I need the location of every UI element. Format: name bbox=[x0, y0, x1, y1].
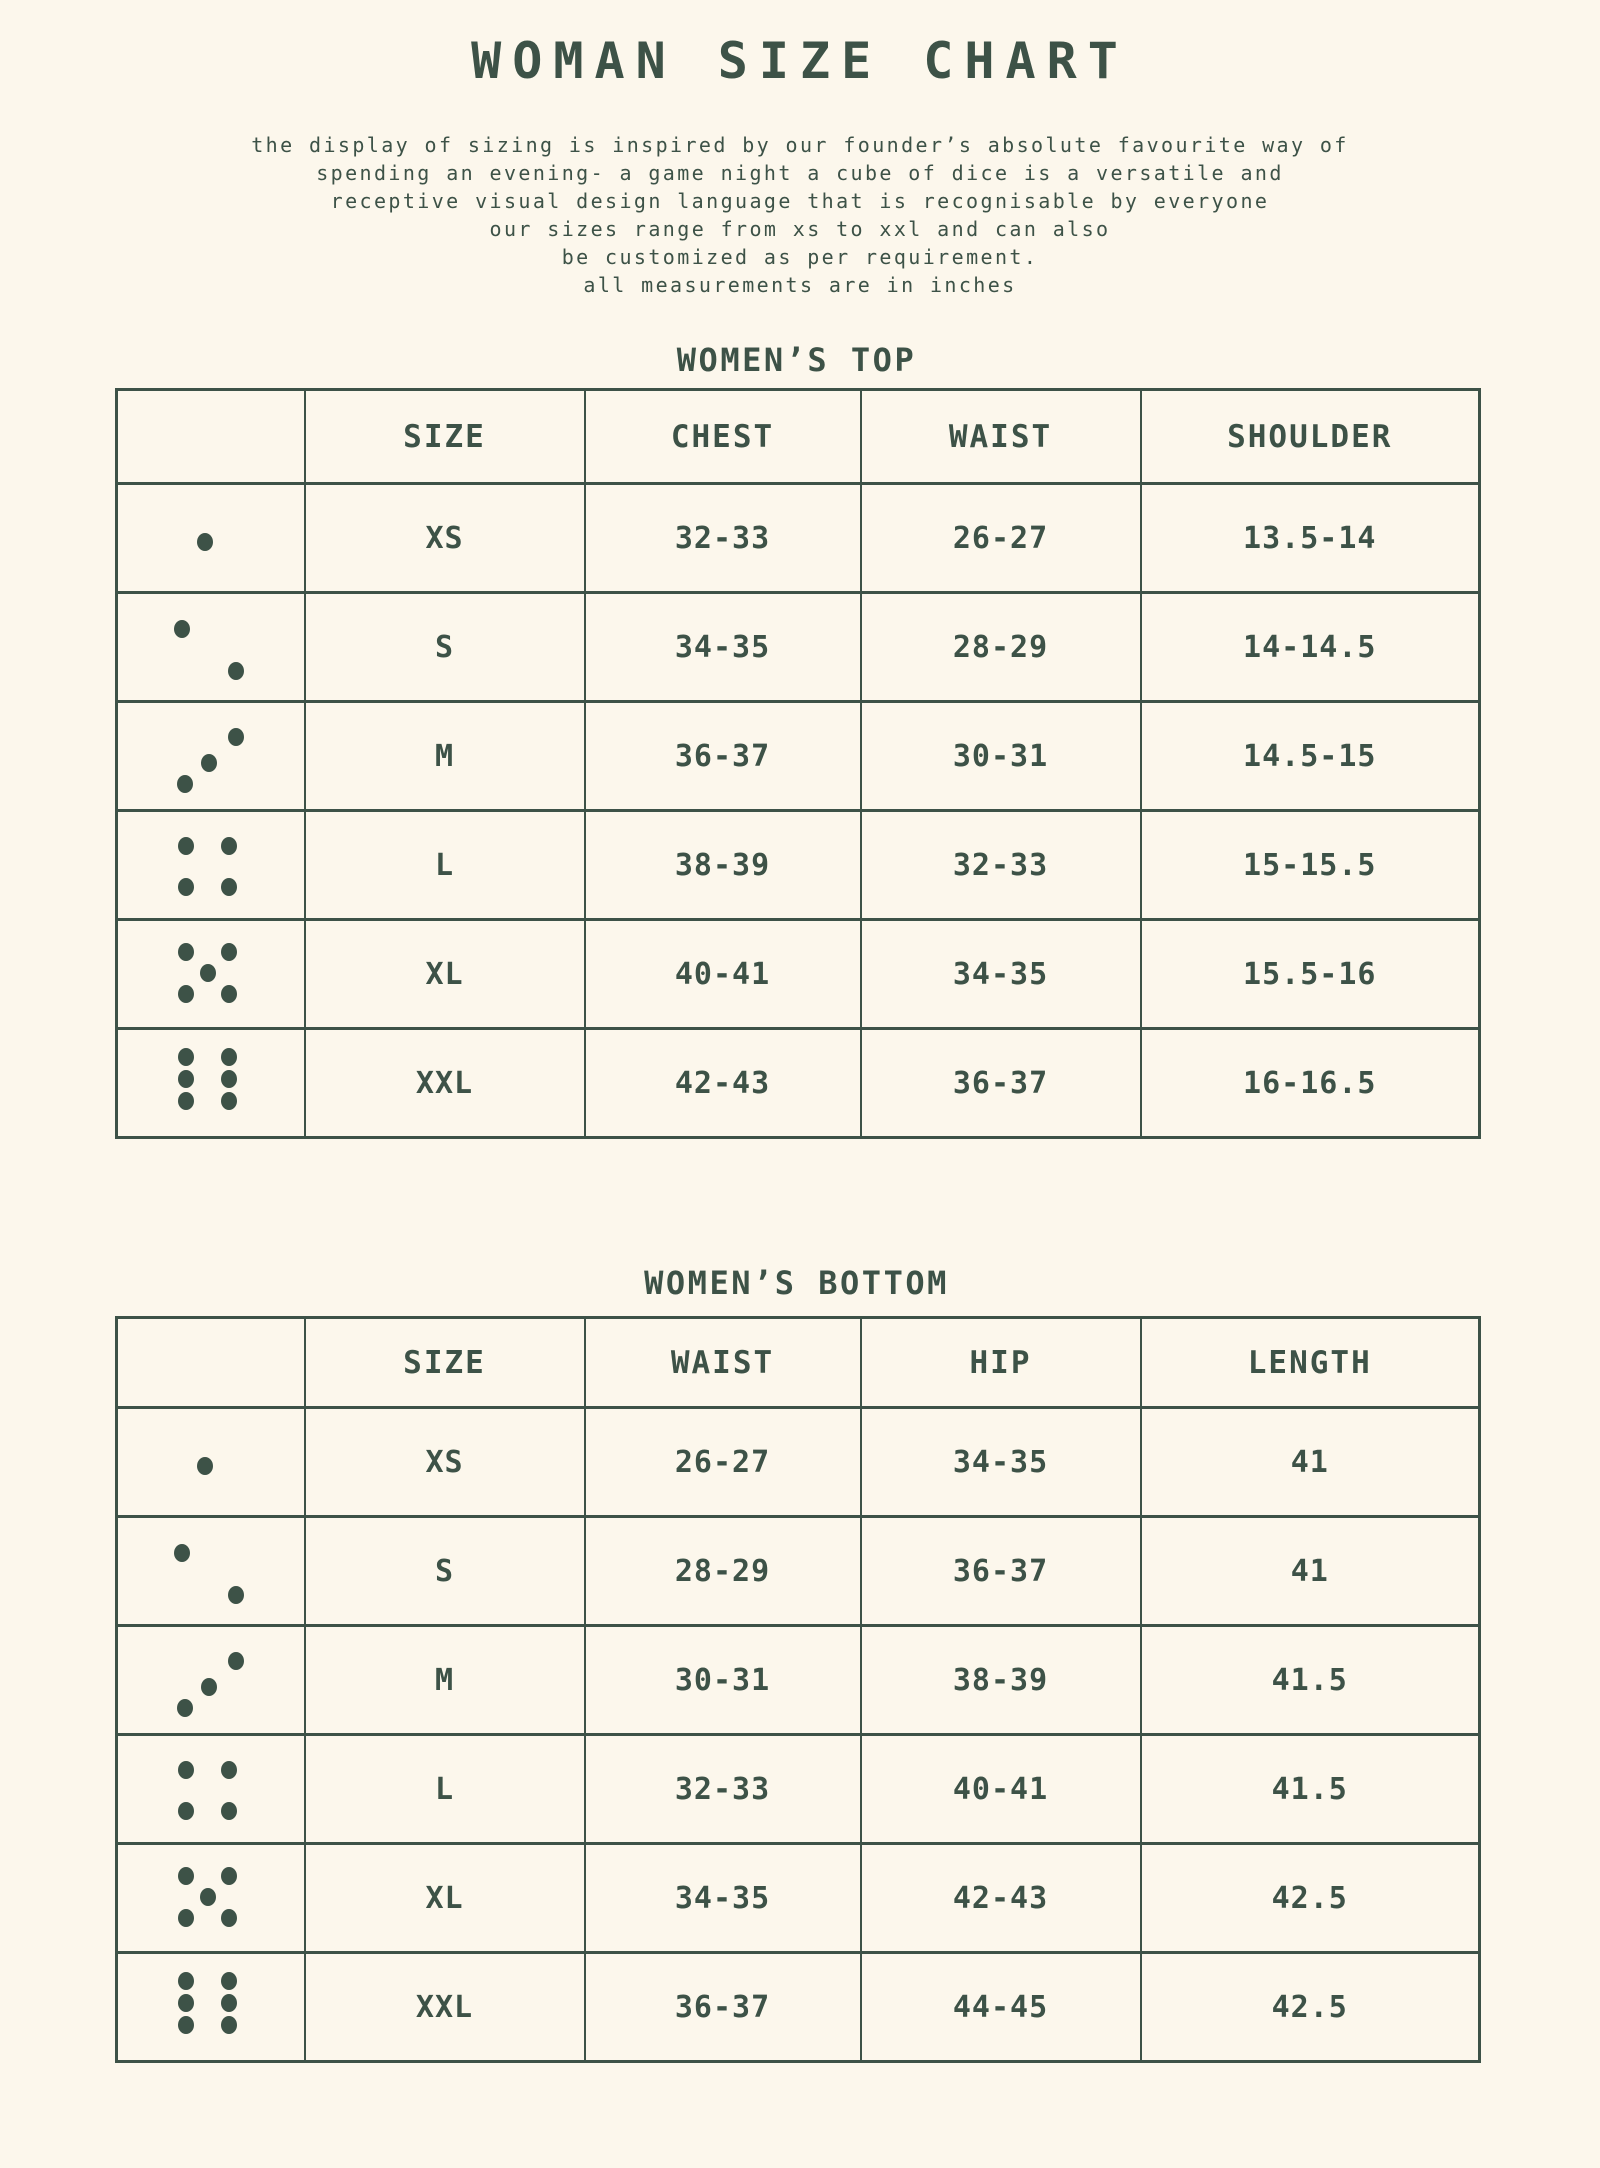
table-row bbox=[117, 702, 1480, 811]
measurement-cell: 15-15.5 bbox=[1141, 811, 1480, 920]
size-cell: XXL bbox=[305, 1029, 585, 1138]
measurement-cell: 42.5 bbox=[1141, 1844, 1480, 1953]
column-header-waist: WAIST bbox=[585, 1318, 861, 1408]
table-row bbox=[117, 811, 1480, 920]
dice-face-icon bbox=[118, 1954, 304, 2060]
measurement-cell: 38-39 bbox=[861, 1626, 1141, 1735]
table-row bbox=[117, 1735, 1480, 1844]
measurement-cell: 15.5-16 bbox=[1141, 920, 1480, 1029]
measurement-cell: 41 bbox=[1141, 1517, 1480, 1626]
table-row bbox=[117, 484, 1480, 593]
measurement-cell: 14.5-15 bbox=[1141, 702, 1480, 811]
column-header-shoulder: SHOULDER bbox=[1141, 390, 1480, 484]
womens-bottom-heading: WOMEN’S BOTTOM bbox=[644, 1264, 949, 1302]
dice-face-icon bbox=[118, 1409, 304, 1515]
dice-face-icon bbox=[118, 1627, 304, 1733]
dice-face-icon bbox=[118, 485, 304, 591]
size-cell: XXL bbox=[305, 1953, 585, 2062]
measurement-cell: 42.5 bbox=[1141, 1953, 1480, 2062]
column-header-length: LENGTH bbox=[1141, 1318, 1480, 1408]
column-header-waist: WAIST bbox=[861, 390, 1141, 484]
measurement-cell: 40-41 bbox=[861, 1735, 1141, 1844]
column-header-size: SIZE bbox=[305, 1318, 585, 1408]
intro-line: spending an evening- a game night a cube of dice is a versatile and bbox=[316, 161, 1284, 185]
dice-face-icon bbox=[118, 703, 304, 809]
dice-cell bbox=[117, 1029, 305, 1138]
measurement-cell: 26-27 bbox=[861, 484, 1141, 593]
dice-face-icon bbox=[118, 1736, 304, 1842]
dice-face-icon bbox=[118, 921, 304, 1027]
measurement-cell: 38-39 bbox=[585, 811, 861, 920]
column-header-chest: CHEST bbox=[585, 390, 861, 484]
measurement-cell: 28-29 bbox=[861, 593, 1141, 702]
page-title: WOMAN SIZE CHART bbox=[471, 32, 1129, 90]
column-header-hip: HIP bbox=[861, 1318, 1141, 1408]
size-cell: M bbox=[305, 702, 585, 811]
measurement-cell: 16-16.5 bbox=[1141, 1029, 1480, 1138]
dice-cell bbox=[117, 1408, 305, 1517]
table-row bbox=[117, 1626, 1480, 1735]
dice-cell bbox=[117, 1735, 305, 1844]
table-row bbox=[117, 1408, 1480, 1517]
dice-cell bbox=[117, 702, 305, 811]
measurement-cell: 42-43 bbox=[861, 1844, 1141, 1953]
measurement-cell: 34-35 bbox=[585, 593, 861, 702]
intro-line: our sizes range from xs to xxl and can also bbox=[489, 217, 1111, 241]
measurement-cell: 36-37 bbox=[585, 702, 861, 811]
measurement-cell: 32-33 bbox=[585, 484, 861, 593]
dice-face-icon bbox=[118, 812, 304, 918]
measurement-cell: 36-37 bbox=[861, 1029, 1141, 1138]
measurement-cell: 13.5-14 bbox=[1141, 484, 1480, 593]
dice-cell bbox=[117, 484, 305, 593]
measurement-cell: 40-41 bbox=[585, 920, 861, 1029]
size-cell: XL bbox=[305, 920, 585, 1029]
table-row bbox=[117, 593, 1480, 702]
measurement-cell: 36-37 bbox=[861, 1517, 1141, 1626]
intro-line: the display of sizing is inspired by our founder’s absolute favourite way of bbox=[251, 133, 1349, 157]
measurement-cell: 32-33 bbox=[861, 811, 1141, 920]
measurement-cell: 44-45 bbox=[861, 1953, 1141, 2062]
size-cell: L bbox=[305, 1735, 585, 1844]
dice-cell bbox=[117, 1626, 305, 1735]
intro-text bbox=[0, 131, 1600, 299]
measurement-cell: 26-27 bbox=[585, 1408, 861, 1517]
size-cell: M bbox=[305, 1626, 585, 1735]
intro-line: all measurements are in inches bbox=[583, 273, 1017, 297]
womens-top-table bbox=[115, 388, 1481, 1139]
column-header-dice bbox=[117, 390, 305, 484]
header-row bbox=[117, 390, 1480, 484]
measurement-cell: 30-31 bbox=[585, 1626, 861, 1735]
size-cell: XS bbox=[305, 484, 585, 593]
size-cell: XS bbox=[305, 1408, 585, 1517]
measurement-cell: 36-37 bbox=[585, 1953, 861, 2062]
measurement-cell: 14-14.5 bbox=[1141, 593, 1480, 702]
table-row bbox=[117, 1953, 1480, 2062]
measurement-cell: 42-43 bbox=[585, 1029, 861, 1138]
dice-cell bbox=[117, 920, 305, 1029]
measurement-cell: 34-35 bbox=[861, 920, 1141, 1029]
measurement-cell: 30-31 bbox=[861, 702, 1141, 811]
dice-cell bbox=[117, 811, 305, 920]
size-cell: XL bbox=[305, 1844, 585, 1953]
dice-cell bbox=[117, 593, 305, 702]
womens-bottom-table bbox=[115, 1316, 1481, 2063]
dice-face-icon bbox=[118, 1030, 304, 1136]
dice-face-icon bbox=[118, 1518, 304, 1624]
measurement-cell: 34-35 bbox=[585, 1844, 861, 1953]
intro-line: be customized as per requirement. bbox=[561, 245, 1039, 269]
table-row bbox=[117, 920, 1480, 1029]
dice-cell bbox=[117, 1517, 305, 1626]
column-header-dice bbox=[117, 1318, 305, 1408]
dice-face-icon bbox=[118, 594, 304, 700]
table-row bbox=[117, 1029, 1480, 1138]
womens-top-heading: WOMEN’S TOP bbox=[676, 341, 917, 379]
measurement-cell: 41.5 bbox=[1141, 1735, 1480, 1844]
dice-face-icon bbox=[118, 1845, 304, 1951]
table-row bbox=[117, 1844, 1480, 1953]
table-row bbox=[117, 1517, 1480, 1626]
dice-cell bbox=[117, 1844, 305, 1953]
size-cell: S bbox=[305, 1517, 585, 1626]
header-row bbox=[117, 1318, 1480, 1408]
size-cell: L bbox=[305, 811, 585, 920]
column-header-size: SIZE bbox=[305, 390, 585, 484]
measurement-cell: 32-33 bbox=[585, 1735, 861, 1844]
dice-cell bbox=[117, 1953, 305, 2062]
measurement-cell: 41.5 bbox=[1141, 1626, 1480, 1735]
size-cell: S bbox=[305, 593, 585, 702]
intro-line: receptive visual design language that is recognisable by everyone bbox=[330, 189, 1270, 213]
measurement-cell: 41 bbox=[1141, 1408, 1480, 1517]
measurement-cell: 28-29 bbox=[585, 1517, 861, 1626]
measurement-cell: 34-35 bbox=[861, 1408, 1141, 1517]
